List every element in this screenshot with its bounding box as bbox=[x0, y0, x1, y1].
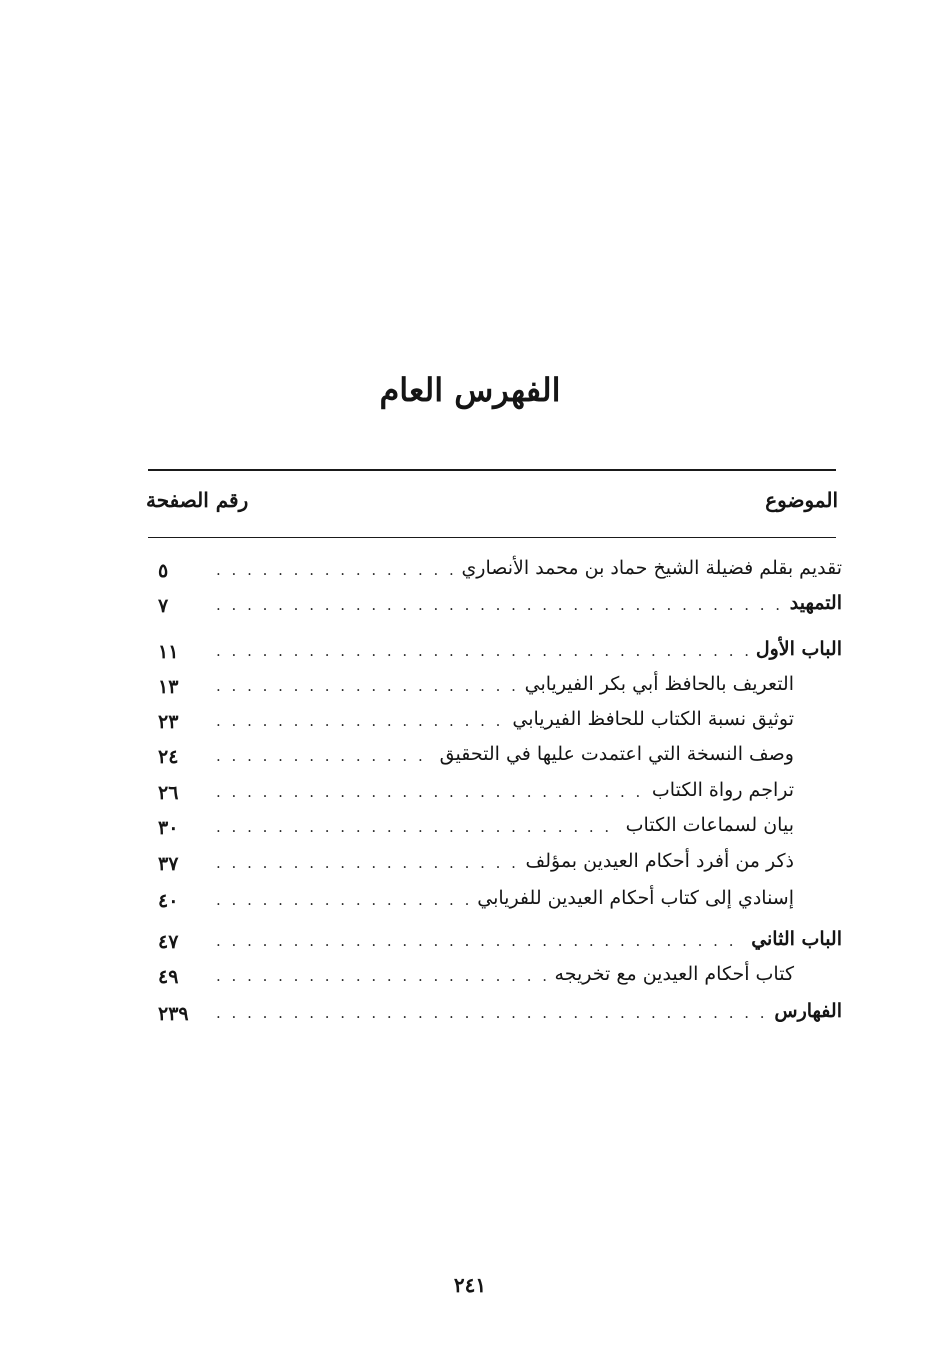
toc-entry-label: وصف النسخة التي اعتمدت عليها في التحقيق bbox=[439, 743, 794, 765]
toc-entry-label: التعريف بالحافظ أبي بكر الفيريابي bbox=[524, 673, 794, 695]
toc-entry-label: التمهيد bbox=[789, 592, 842, 614]
toc-row-chapter-one bbox=[150, 632, 842, 666]
dot-leader bbox=[216, 994, 768, 1028]
toc-entry-label: كتاب أحكام العيدين مع تخريجه bbox=[554, 963, 794, 985]
toc-row-audition-records bbox=[150, 808, 842, 842]
dot-leader bbox=[216, 922, 745, 956]
toc-entry-label: الباب الثاني bbox=[751, 928, 842, 950]
toc-entry-label: الباب الأول bbox=[755, 638, 842, 660]
toc-row-narrators bbox=[150, 773, 842, 807]
toc-entry-page: ٥ bbox=[158, 560, 169, 582]
header-rule-bottom bbox=[148, 537, 836, 538]
toc-entry-page: ٤٩ bbox=[158, 966, 179, 988]
toc-row-biography bbox=[150, 667, 842, 701]
dot-leader bbox=[216, 737, 434, 771]
toc-row-chain-of-transmission bbox=[150, 881, 842, 915]
toc-entry-label: تقديم بقلم فضيلة الشيخ حماد بن محمد الأنصاري bbox=[461, 557, 842, 579]
page-title: الفهرس العام bbox=[379, 371, 561, 409]
toc-entry-page: ٢٤ bbox=[158, 746, 179, 768]
dot-leader bbox=[216, 551, 455, 585]
toc-entry-page: ١٣ bbox=[158, 676, 179, 698]
toc-row-introduction bbox=[150, 586, 842, 620]
toc-row-indexes bbox=[150, 994, 842, 1028]
toc-entry-label: تراجم رواة الكتاب bbox=[651, 779, 794, 801]
toc-entry-label: ذكر من أفرد أحكام العيدين بمؤلف bbox=[525, 850, 794, 872]
toc-row-manuscript bbox=[150, 737, 842, 771]
dot-leader bbox=[216, 702, 506, 736]
toc-entry-page: ٧ bbox=[158, 595, 169, 617]
toc-entry-label: بيان لسماعات الكتاب bbox=[625, 814, 794, 836]
column-header-page-number: رقم الصفحة bbox=[146, 488, 249, 512]
page-number-folio: ٢٤١ bbox=[453, 1273, 487, 1297]
toc-row-book-text bbox=[150, 957, 842, 991]
dot-leader bbox=[216, 844, 520, 878]
dot-leader bbox=[216, 667, 519, 701]
dot-leader bbox=[216, 773, 646, 807]
toc-entry-page: ٢٣٩ bbox=[158, 1003, 189, 1025]
column-header-topic: الموضوع bbox=[765, 488, 838, 512]
toc-entry-page: ٢٦ bbox=[158, 782, 179, 804]
toc-entry-page: ٣٠ bbox=[158, 817, 179, 839]
toc-entry-page: ٣٧ bbox=[158, 853, 179, 875]
toc-entry-label: توثيق نسبة الكتاب للحافظ الفيريابي bbox=[512, 708, 794, 730]
header-rule-top bbox=[148, 469, 836, 471]
dot-leader bbox=[216, 632, 750, 666]
dot-leader bbox=[216, 808, 620, 842]
toc-row-chapter-two bbox=[150, 922, 842, 956]
toc-entry-label: الفهارس bbox=[774, 1000, 842, 1022]
toc-entry-page: ٤٠ bbox=[158, 890, 179, 912]
toc-entry-page: ١١ bbox=[158, 641, 179, 663]
toc-entry-page: ٢٣ bbox=[158, 711, 179, 733]
dot-leader bbox=[216, 586, 784, 620]
toc-row-prior-works bbox=[150, 844, 842, 878]
toc-entry-label: إسنادي إلى كتاب أحكام العيدين للفريابي bbox=[477, 887, 794, 909]
toc-row-preface bbox=[150, 551, 842, 585]
dot-leader bbox=[216, 881, 471, 915]
dot-leader bbox=[216, 957, 549, 991]
toc-entry-page: ٤٧ bbox=[158, 931, 179, 953]
toc-row-attribution bbox=[150, 702, 842, 736]
